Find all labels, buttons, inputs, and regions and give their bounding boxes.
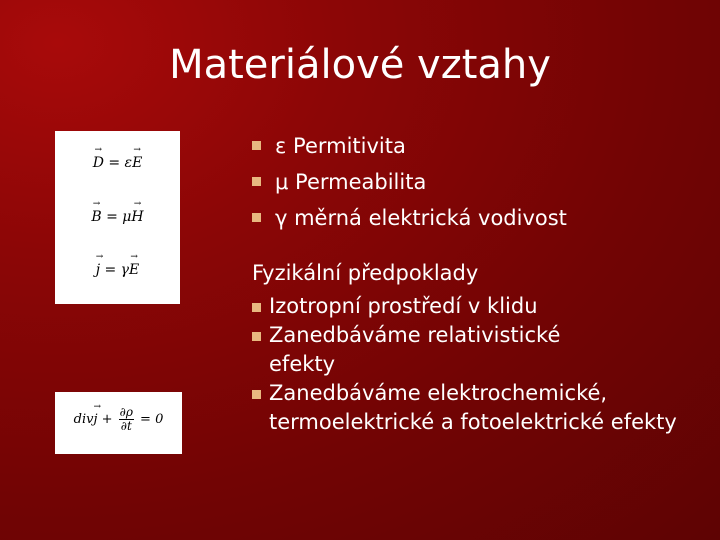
continuity-equation: div→ j + $\frac{\partial\rho}{\partial t}$ = 0 [55, 406, 182, 433]
equation-j-gamma-e: → j = γ→ E [55, 262, 180, 278]
equation-d-epsilon-e: → D = ε→ E [55, 155, 180, 171]
properties-list [252, 128, 567, 236]
list-item: Zanedbáváme relativistické efekty [252, 321, 682, 379]
square-bullet-icon [252, 177, 261, 186]
square-bullet-icon [252, 332, 261, 341]
equation-b-mu-h: → B = μ→ H [55, 209, 180, 225]
continuity-equation-image [55, 392, 182, 454]
assumptions-heading: Fyzikální předpoklady [252, 261, 479, 285]
square-bullet-icon [252, 303, 261, 312]
square-bullet-icon [252, 390, 261, 399]
list-item: γ měrná elektrická vodivost [252, 200, 567, 236]
slide-title: Materiálové vztahy [169, 42, 551, 88]
list-item: Izotropní prostředí v klidu [252, 292, 682, 321]
list-item: Zanedbáváme elektrochemické, termoelektrické a fotoelektrické efekty [252, 379, 682, 437]
equations-image [55, 131, 180, 304]
fraction: $\frac{\partial\rho}{\partial t}$ [119, 405, 133, 433]
list-item: ε Permitivita [252, 128, 567, 164]
assumptions-list [252, 292, 682, 437]
square-bullet-icon [252, 141, 261, 150]
list-item: μ Permeabilita [252, 164, 567, 200]
square-bullet-icon [252, 213, 261, 222]
